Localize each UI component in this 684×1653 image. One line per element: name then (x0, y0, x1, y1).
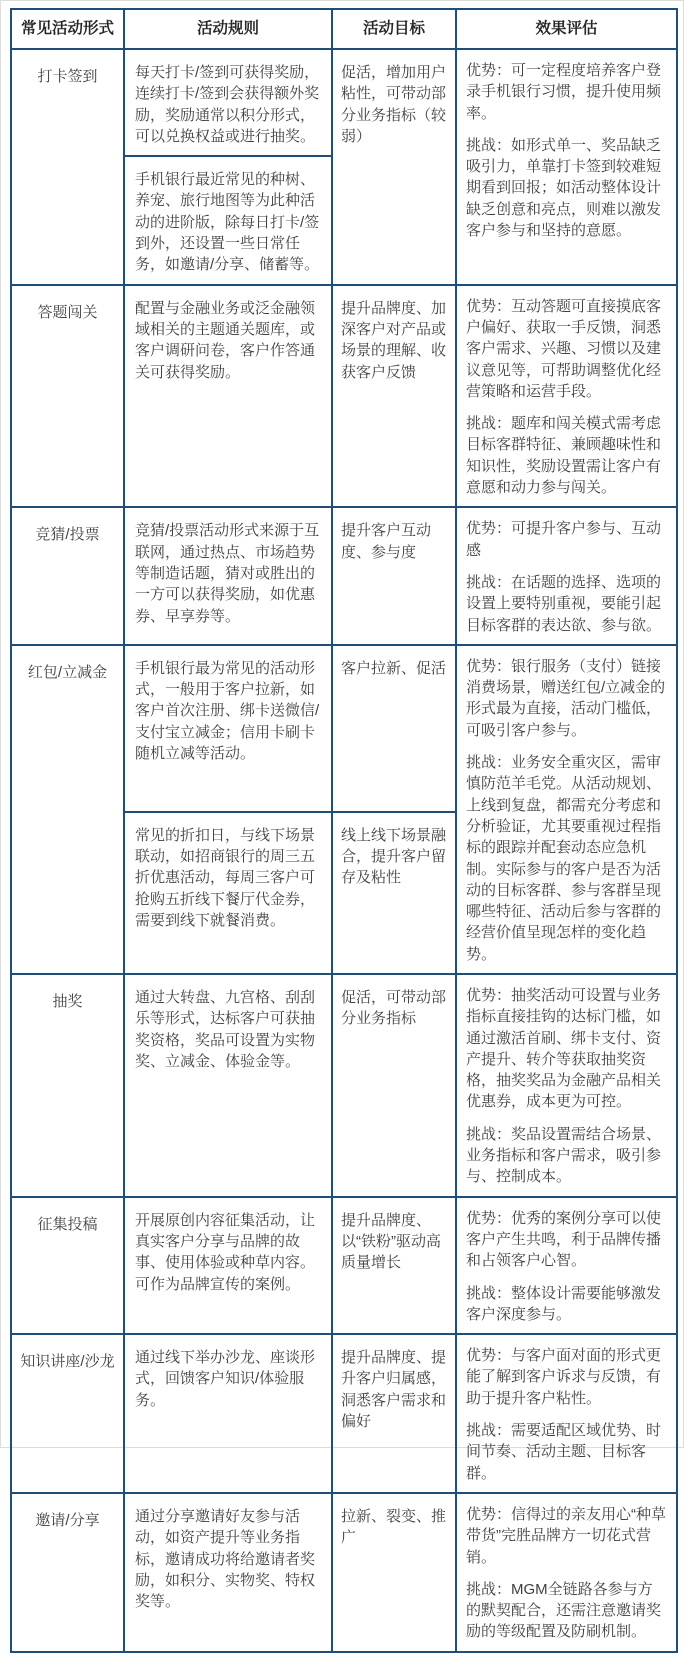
effect-evaluation-cell (456, 1197, 677, 1334)
evaluation-advantage: 优势：互动答题可直接摸底客户偏好、获取一手反馈，洞悉客户需求、兴趣、习惯以及建议意见等，可帮助调整优化经营策略和运营手段。 (466, 297, 662, 400)
activity-rule-cell: 通过分享邀请好友参与活动，如资产提升等业务指标，邀请成功将给邀请者奖励，如积分、实物奖、特权奖等。 (124, 1493, 332, 1652)
evaluation-advantage: 优势：与客户面对面的形式更能了解到客户诉求与反馈，有助于提升客户粘性。 (466, 1347, 662, 1407)
activity-rule-cell: 手机银行最为常见的活动形式，一般用于客户拉新，如客户首次注册、绑卡送微信/支付宝立减金；信用卡刷卡随机立减等活动。 (124, 645, 332, 812)
effect-evaluation-cell (456, 507, 677, 644)
effect-evaluation-cell (456, 974, 677, 1197)
activity-rule-cell: 竞猜/投票活动形式来源于互联网，通过热点、市场趋势等制造话题，猜对或胜出的一方可以获得奖励，如优惠券、早享券等。 (124, 507, 332, 644)
activity-form-cell: 征集投稿 (11, 1197, 124, 1334)
table-row (11, 1197, 677, 1334)
evaluation-advantage: 优势：可一定程度培养客户登录手机银行习惯，提升使用频率。 (466, 62, 662, 122)
activity-rule-cell: 开展原创内容征集活动，让真实客户分享与品牌的故事、使用体验或种草内容。可作为品牌宣传的案例。 (124, 1197, 332, 1334)
activity-goal-cell: 客户拉新、促活 (332, 645, 456, 812)
table-row (11, 49, 677, 156)
evaluation-challenge: 挑战：整体设计需要能够激发客户深度参与。 (466, 1284, 662, 1323)
evaluation-challenge: 挑战：需要适配区域优势、时间节奏、活动主题、目标客群。 (466, 1422, 662, 1482)
activity-forms-table (10, 8, 678, 1653)
evaluation-challenge: 挑战：奖品设置需结合场景、业务指标和客户需求，吸引参与、控制成本。 (466, 1125, 662, 1186)
activity-rule-cell: 每天打卡/签到可获得奖励，连续打卡/签到会获得额外奖励，奖励通常以积分形式，可以兑换权益或进行抽奖。 (124, 49, 332, 156)
activity-goal-cell: 拉新、裂变、推广 (332, 1493, 456, 1652)
table-row (11, 507, 677, 644)
activity-goal-cell: 线上线下场景融合，提升客户留存及粘性 (332, 812, 456, 974)
activity-goal-cell: 提升品牌度、加深客户对产品或场景的理解、收获客户反馈 (332, 285, 456, 508)
activity-goal-cell: 促活，增加用户粘性，可带动部分业务指标（较弱） (332, 49, 456, 285)
effect-evaluation-cell (456, 285, 677, 508)
evaluation-advantage: 优势：可提升客户参与、互动感 (466, 520, 662, 559)
activity-form-cell: 打卡签到 (11, 49, 124, 285)
table-row (11, 974, 677, 1197)
table-body (11, 49, 677, 1652)
table-row (11, 1493, 677, 1652)
table-row (11, 1334, 677, 1493)
evaluation-challenge: 挑战：业务安全重灾区，需审慎防范羊毛党。从活动规划、上线到复盘，都需充分考虑和分析验证，尤其要重视过程指标的跟踪并配套动态应急机制。实际参与的客户是否为活动的目标客群、参与客群呈现哪些特征、活动后参与客群的经营价值呈现怎样的变化趋势。 (466, 754, 662, 963)
activity-goal-cell: 提升客户互动度、参与度 (332, 507, 456, 644)
activity-form-cell: 抽奖 (11, 974, 124, 1197)
header-row (11, 9, 677, 49)
activity-goal-cell: 提升品牌度、提升客户归属感，洞悉客户需求和偏好 (332, 1334, 456, 1493)
effect-evaluation-cell (456, 49, 677, 285)
evaluation-challenge: 挑战：如形式单一、奖品缺乏吸引力，单靠打卡签到较难短期看到回报；如活动整体设计缺乏创意和亮点，则难以激发客户参与和坚持的意愿。 (466, 136, 662, 240)
evaluation-advantage: 优势：抽奖活动可设置与业务指标直接挂钩的达标门槛，如通过激活首刷、绑卡支付、资产提升、转介等获取抽奖资格，抽奖奖品为金融产品相关优惠券，成本更为可控。 (466, 986, 662, 1111)
table-row (11, 645, 677, 812)
table-row (11, 285, 677, 508)
activity-rule-cell: 常见的折扣日，与线下场景联动，如招商银行的周三五折优惠活动，每周三客户可抢购五折线下餐厅代金券，需要到线下就餐消费。 (124, 812, 332, 974)
activity-form-cell: 邀请/分享 (11, 1493, 124, 1652)
activity-rule-cell: 通过大转盘、九宫格、刮刮乐等形式，达标客户可获抽奖资格，奖品可设置为实物奖、立减金、体验金等。 (124, 974, 332, 1197)
activity-goal-cell: 促活，可带动部分业务指标 (332, 974, 456, 1197)
evaluation-advantage: 优势：优秀的案例分享可以使客户产生共鸣，利于品牌传播和占领客户心智。 (466, 1209, 662, 1270)
activity-form-cell: 竞猜/投票 (11, 507, 124, 644)
activity-goal-cell: 提升品牌度、以“铁粉”驱动高质量增长 (332, 1197, 456, 1334)
effect-evaluation-cell (456, 1334, 677, 1493)
evaluation-advantage: 优势：银行服务（支付）链接消费场景，赠送红包/立减金的形式最为直接，活动门槛低，可吸引客户参与。 (466, 657, 666, 739)
evaluation-challenge: 挑战：在话题的选择、选项的设置上要特别重视，要能引起目标客群的表达欲、参与欲。 (466, 573, 662, 634)
activity-form-cell: 答题闯关 (11, 285, 124, 508)
evaluation-challenge: 挑战：题库和闯关模式需考虑目标客群特征、兼顾趣味性和知识性，奖励设置需让客户有意愿和动力参与闯关。 (466, 415, 662, 497)
activity-rule-cell: 配置与金融业务或泛金融领域相关的主题通关题库，或客户调研问卷，客户作答通关可获得奖励。 (124, 285, 332, 508)
header-activity-goal: 活动目标 (332, 9, 456, 49)
effect-evaluation-cell (456, 645, 677, 974)
activity-form-cell: 知识讲座/沙龙 (11, 1334, 124, 1493)
evaluation-advantage: 优势：信得过的亲友用心“种草带货”完胜品牌方一切花式营销。 (466, 1505, 666, 1566)
activity-rule-cell: 手机银行最近常见的种树、养宠、旅行地图等为此种活动的进阶版，除每日打卡/签到外，还设置一些日常任务，如邀请/分享、储蓄等。 (124, 156, 332, 284)
header-activity-form: 常见活动形式 (11, 9, 124, 49)
activity-form-cell: 红包/立减金 (11, 645, 124, 974)
header-effect-evaluation: 效果评估 (456, 9, 677, 49)
evaluation-challenge: 挑战：MGM全链路各参与方的默契配合，还需注意邀请奖励的等级配置及防刷机制。 (466, 1580, 662, 1641)
effect-evaluation-cell (456, 1493, 677, 1652)
header-activity-rules: 活动规则 (124, 9, 332, 49)
activity-rule-cell: 通过线下举办沙龙、座谈形式，回馈客户知识/体验服务。 (124, 1334, 332, 1493)
